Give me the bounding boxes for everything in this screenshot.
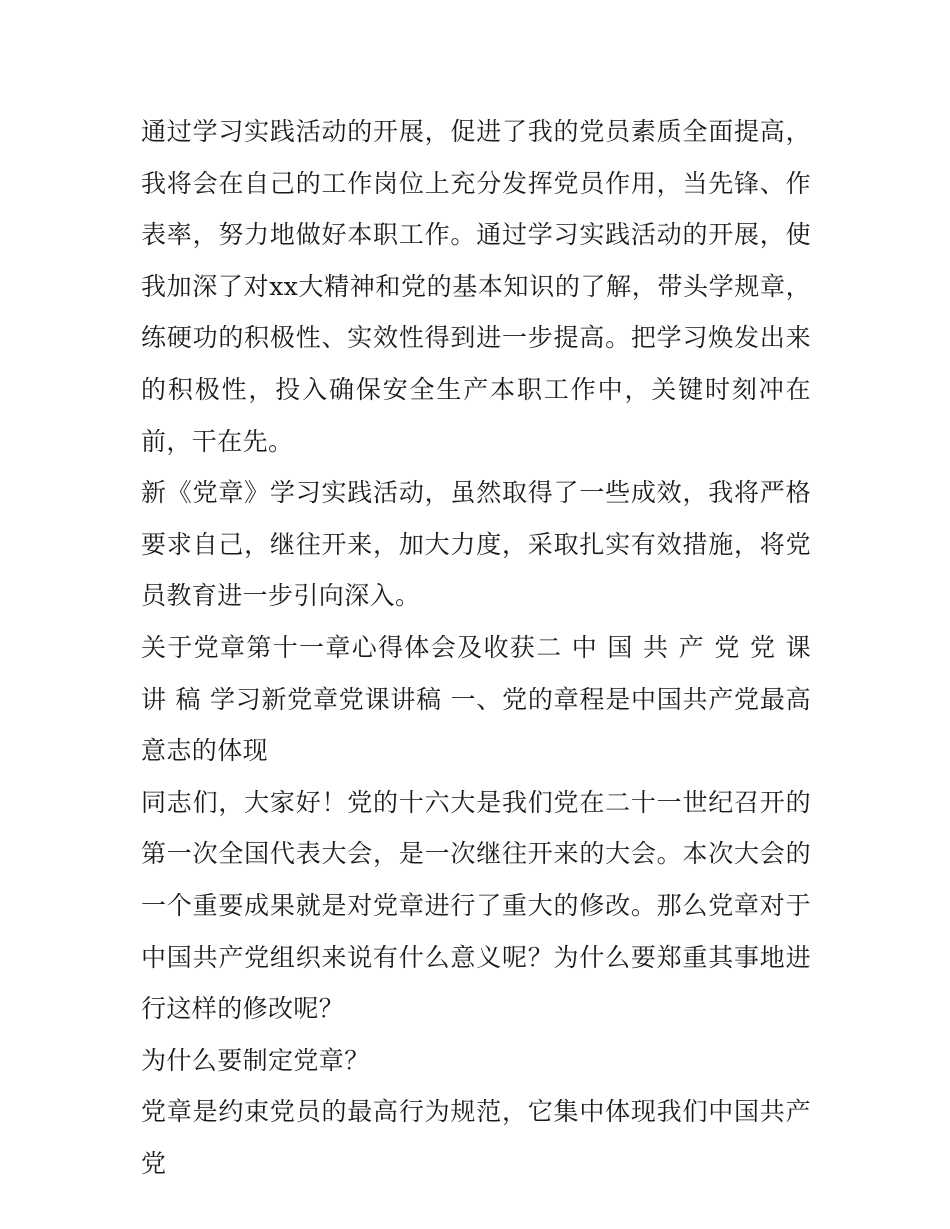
paragraph-study-results: 通过学习实践活动的开展，促进了我的党员素质全面提高，我将会在自己的工作岗位上充分发挥党员作用，当先锋、作表率，努力地做好本职工作。通过学习实践活动的开展，使我加深了对xx大精神和党的基本知识的了解，带头学规章，练硬功的积极性、实效性得到进一步提高。把学习焕发出来的积极性，投入确保安全生产本职工作中，关键时刻冲在前，干在先。: [141, 117, 811, 456]
paragraph-lecture-heading: 关于党章第十一章心得体会及收获二 中 国 共 产 党 党 课 讲 稿 学习新党章党课讲稿 一、党的章程是中国共产党最高意志的体现: [141, 632, 811, 766]
document-body: [141, 106, 811, 1189]
paragraph-charter-definition: 党章是约束党员的最高行为规范，它集中体现我们中国共产党: [141, 1097, 811, 1178]
paragraph-greeting: 同志们，大家好！党的十六大是我们党在二十一世纪召开的第一次全国代表大会，是一次继往开来的大会。本次大会的一个重要成果就是对党章进行了重大的修改。那么党章对于中国共产党组织来说有什么意义呢？为什么要郑重其事地进行这样的修改呢？: [141, 787, 811, 1024]
paragraph-question: 为什么要制定党章？: [141, 1045, 370, 1075]
paragraph-new-charter-activity: 新《党章》学习实践活动，虽然取得了一些成效，我将严格要求自己，继往开来，加大力度，采取扎实有效措施，将党员教育进一步引向深入。: [141, 478, 811, 611]
